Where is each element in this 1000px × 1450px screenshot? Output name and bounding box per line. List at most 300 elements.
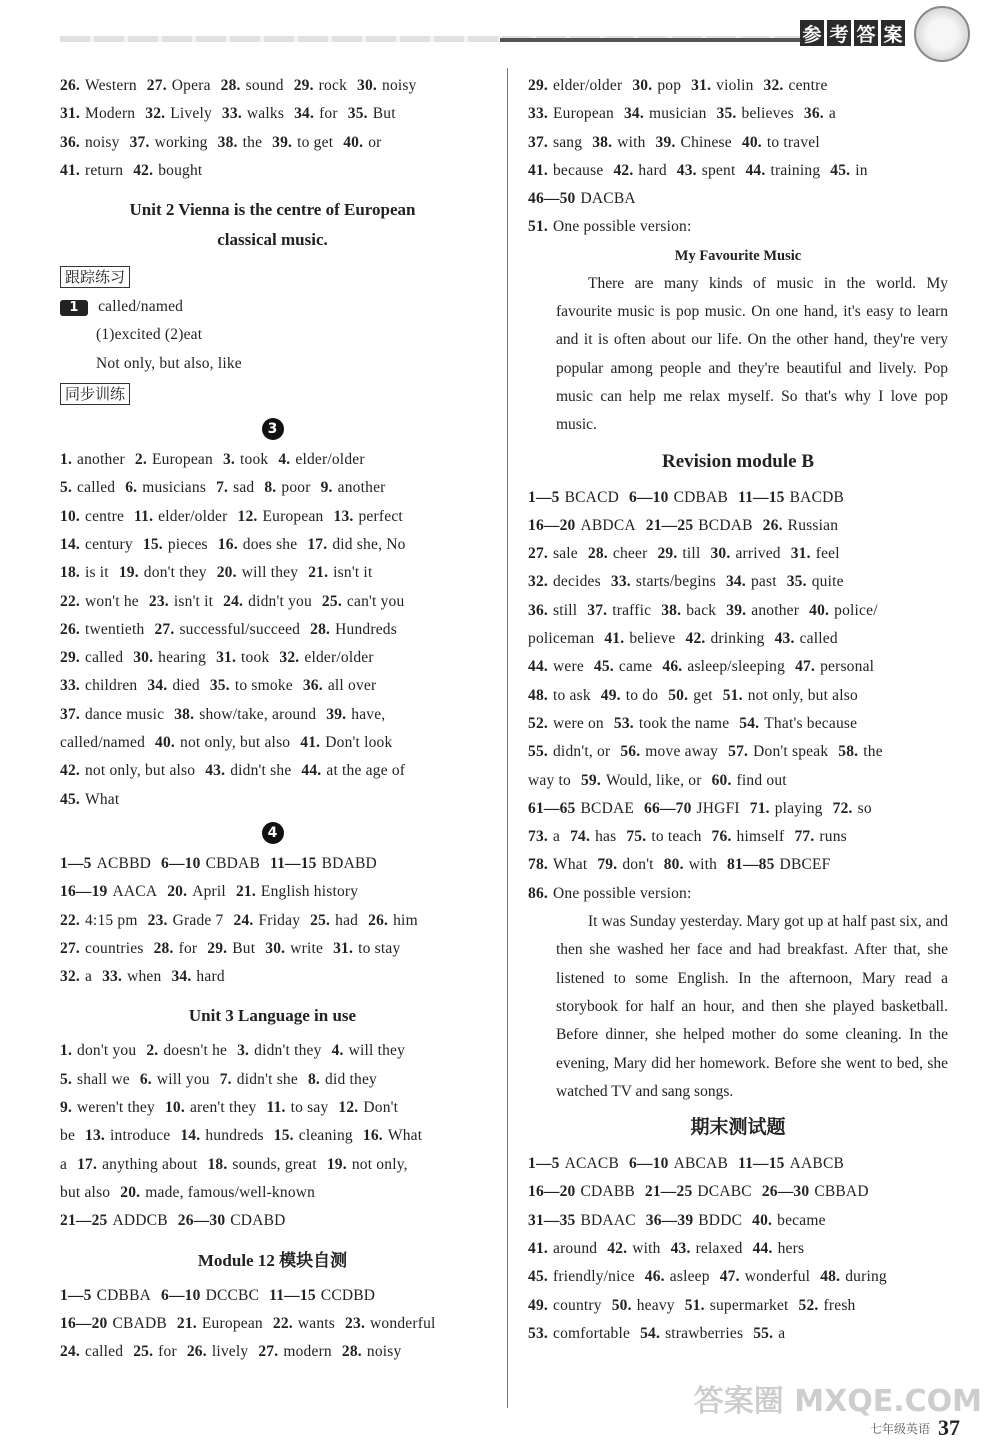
- answer-text: not only, but also: [747, 686, 858, 704]
- header-badge: [800, 18, 905, 48]
- answer-text: hard: [196, 968, 225, 986]
- answer-text: will they: [241, 564, 299, 582]
- answer-text: were: [552, 658, 584, 676]
- answer-text: at the age of: [326, 762, 406, 780]
- answer-text: BDAAC: [580, 1211, 636, 1229]
- answer-text: Don't: [363, 1099, 399, 1117]
- answer-number: 30.: [133, 649, 154, 667]
- answer-line: [528, 512, 948, 540]
- answer-number: 24.: [223, 592, 244, 610]
- answer-text: Don't look: [325, 734, 393, 752]
- answer-text: for: [319, 105, 338, 123]
- answer-text: sounds, great: [232, 1155, 317, 1173]
- answer-text: JHGFI: [696, 799, 740, 817]
- answer-line: [60, 531, 485, 559]
- answer-number: 36.: [803, 105, 824, 123]
- answer-number: 46.: [662, 658, 683, 676]
- unit2-title: [60, 195, 485, 255]
- answer-line: [528, 129, 948, 157]
- answer-text: CDBAB: [673, 488, 728, 506]
- answer-number: 6—10: [161, 854, 201, 872]
- answer-number: 12.: [237, 507, 258, 525]
- answer-text: heavy: [636, 1296, 675, 1314]
- answer-text: to travel: [766, 133, 820, 151]
- answer-number: 31.: [691, 77, 712, 94]
- answer-number: 31.: [216, 649, 237, 667]
- answer-number: 22.: [60, 592, 80, 610]
- answer-number: 42.: [60, 762, 80, 780]
- answer-number: 52.: [528, 714, 548, 732]
- answer-text: Don't speak: [753, 743, 829, 761]
- answer-number: 16—20: [528, 516, 576, 534]
- answer-number: 37.: [528, 133, 548, 151]
- answer-number: 36.: [302, 677, 323, 695]
- answer-number: 37.: [129, 133, 150, 151]
- answer-number: 39.: [726, 601, 747, 619]
- answer-line: [528, 851, 948, 879]
- answer-text: for: [158, 1343, 177, 1361]
- answer-number: 28.: [153, 939, 174, 957]
- answer-number: 19.: [118, 564, 139, 582]
- answer-number: 51.: [684, 1296, 705, 1314]
- answer-text: won't he: [84, 592, 139, 610]
- answer-text: BACDB: [789, 488, 845, 506]
- answer-text: CBDAB: [205, 854, 260, 872]
- answer-number: 4.: [331, 1042, 344, 1060]
- item-number-badge: 1: [60, 300, 88, 316]
- answer-text: pieces: [167, 535, 208, 553]
- answer-text: Hundreds: [335, 620, 397, 638]
- answer-text: century: [84, 535, 133, 553]
- answer-text: rock: [318, 77, 348, 94]
- answer-number: 27.: [154, 620, 175, 638]
- answer-text: working: [154, 133, 208, 151]
- answer-number: 1—5: [528, 488, 560, 506]
- answer-number: 47.: [719, 1268, 740, 1286]
- answer-text: for: [178, 939, 198, 957]
- answer-line: [528, 484, 948, 512]
- answer-text: doesn't he: [163, 1042, 228, 1060]
- answer-number: 20.: [167, 883, 188, 901]
- answer-line: [528, 710, 948, 738]
- answer-text: around: [552, 1239, 598, 1257]
- answer-number: 10.: [164, 1099, 185, 1117]
- answer-number: 6.: [139, 1070, 152, 1088]
- answer-text: so: [857, 799, 872, 817]
- module12-title: Module 12 模块自测: [197, 1250, 348, 1270]
- answer-text: came: [618, 658, 653, 676]
- answer-number: 32.: [145, 105, 166, 123]
- answer-number: 30.: [710, 545, 731, 563]
- answer-number: 32.: [60, 968, 80, 986]
- answer-number: 29.: [293, 77, 314, 94]
- answer-number: 35.: [716, 105, 737, 123]
- answer-number: 86.: [528, 884, 548, 902]
- answer-number: 24.: [233, 911, 254, 929]
- answer-number: 26.: [60, 620, 80, 638]
- answer-number: 6—10: [629, 1155, 669, 1173]
- unit3-title: Unit 3 Language in use: [188, 1006, 357, 1026]
- answer-text: modern: [283, 1343, 332, 1361]
- answer-text: That's because: [764, 714, 858, 732]
- answer-line: [60, 935, 485, 963]
- answer-number: 20.: [216, 564, 237, 582]
- essay1-title: My Favourite Music: [674, 247, 802, 264]
- answer-text: shall we: [77, 1070, 130, 1088]
- answer-text: a: [828, 105, 836, 123]
- answer-number: 28.: [341, 1343, 362, 1361]
- answer-line: [528, 72, 948, 100]
- answer-text: not only, but also: [84, 762, 196, 780]
- header-rule: [500, 38, 800, 42]
- answer-text: sad: [233, 479, 255, 497]
- answer-text: BDABD: [321, 854, 377, 872]
- answer-text: back: [686, 601, 717, 619]
- answer-text: feel: [815, 545, 840, 563]
- answer-line: [528, 568, 948, 596]
- answer-text: musician: [648, 105, 707, 123]
- answer-text: elder/older: [295, 451, 365, 469]
- answer-number: 27.: [146, 77, 167, 94]
- answer-text: CDABB: [580, 1183, 635, 1201]
- answer-number: 38.: [217, 133, 238, 151]
- answer-number: 45.: [593, 658, 614, 676]
- answer-number: 13.: [85, 1127, 106, 1145]
- answer-number: 27.: [60, 939, 80, 957]
- answer-number: 41.: [300, 734, 321, 752]
- watermark-logo: 答案圈 MXQE.COM: [693, 1384, 982, 1419]
- answer-text: training: [770, 161, 821, 179]
- answer-number: 51.: [528, 218, 548, 236]
- answer-text: Russian: [787, 516, 839, 534]
- answer-number: 81—85: [727, 856, 775, 874]
- answer-number: 16.: [217, 535, 238, 553]
- answer-number: 22.: [272, 1314, 293, 1332]
- answer-text: don't they: [143, 564, 207, 582]
- answer-number: 73.: [528, 828, 548, 846]
- final-test-title: 期末测试题: [690, 1117, 786, 1139]
- answer-number: 21—25: [644, 1183, 693, 1201]
- answer-number: 9.: [60, 1099, 73, 1117]
- answer-number: 3.: [222, 451, 235, 469]
- answer-text: with: [617, 133, 646, 151]
- answer-text: centre: [788, 77, 828, 94]
- answer-number: 32.: [763, 77, 784, 94]
- answer-text: past: [750, 573, 777, 591]
- answer-number: 79.: [597, 856, 618, 874]
- answer-text: didn't she: [236, 1070, 298, 1088]
- answer-text: Grade 7: [172, 911, 224, 929]
- answer-text: aren't they: [189, 1099, 257, 1117]
- answer-text: does she: [242, 535, 298, 553]
- answer-number: 26.: [186, 1343, 207, 1361]
- answer-text: will you: [156, 1070, 210, 1088]
- answer-text: lively: [211, 1343, 249, 1361]
- answer-number: 33.: [221, 105, 242, 123]
- answer-number: 40.: [752, 1211, 773, 1229]
- answer-number: 39.: [655, 133, 676, 151]
- answer-number: 1.: [60, 1042, 73, 1060]
- answer-text: to do: [625, 686, 659, 704]
- answer-text: twentieth: [84, 620, 145, 638]
- answer-text: 4:15 pm: [84, 911, 138, 929]
- answer-text: musicians: [142, 479, 207, 497]
- answer-line: [60, 1066, 485, 1094]
- revision-b-answers: [528, 484, 948, 908]
- answer-line: [60, 157, 485, 185]
- answer-text: get: [693, 686, 713, 704]
- answer-number: 53.: [613, 714, 634, 732]
- answer-text: the: [242, 133, 263, 151]
- answer-number: 38.: [592, 133, 613, 151]
- answer-number: 25.: [133, 1343, 154, 1361]
- answer-line: [60, 757, 485, 785]
- answer-number: 11—15: [269, 854, 317, 872]
- answer-number: 4.: [278, 451, 291, 469]
- answer-text: but also: [60, 1183, 111, 1201]
- answer-number: 24.: [60, 1343, 80, 1361]
- answer-line: [528, 185, 948, 213]
- answer-text: called: [84, 649, 124, 667]
- answer-number: 53.: [528, 1324, 548, 1342]
- answer-number: 21.: [308, 564, 329, 582]
- answer-number: 36.: [528, 601, 548, 619]
- answer-line: [60, 1207, 485, 1235]
- answer-text: elder/older: [158, 507, 228, 525]
- answer-text: playing: [774, 799, 823, 817]
- answer-text: to stay: [358, 939, 401, 957]
- answer-number: 45.: [830, 161, 851, 179]
- answer-number: 26—30: [761, 1183, 810, 1201]
- answer-number: 42.: [133, 161, 154, 179]
- answer-number: 41.: [528, 1239, 548, 1257]
- answer-text: asleep: [669, 1268, 710, 1286]
- answer-text: country: [552, 1296, 602, 1314]
- answer-number: 1—5: [60, 1286, 92, 1304]
- answer-number: 16—19: [60, 883, 108, 901]
- answer-number: 56.: [620, 743, 641, 761]
- answer-line: [528, 1263, 948, 1291]
- answer-text: CCDBD: [320, 1286, 376, 1304]
- answer-line: [60, 878, 485, 906]
- answer-text: became: [777, 1211, 826, 1229]
- answer-text: But: [232, 939, 256, 957]
- answer-text: European: [151, 451, 213, 469]
- answer-text: have,: [351, 705, 386, 723]
- answer-text: April: [192, 883, 226, 901]
- answer-text: with: [632, 1239, 661, 1257]
- answer-line: [528, 795, 948, 823]
- answer-text: is it: [84, 564, 109, 582]
- answer-line: [528, 1235, 948, 1263]
- answer-number: 60.: [711, 771, 732, 789]
- answer-text: What: [552, 856, 588, 874]
- answer-line: [60, 588, 485, 616]
- answer-number: 14.: [180, 1127, 201, 1145]
- answer-number: 72.: [832, 799, 853, 817]
- answer-number: 31—35: [528, 1211, 576, 1229]
- answer-line: [528, 100, 948, 128]
- answer-text: to teach: [651, 828, 702, 846]
- answer-number: 7.: [216, 479, 229, 497]
- revision-b-title: Revision module B: [661, 450, 815, 472]
- track-item-1: [60, 293, 485, 321]
- answer-number: 42.: [685, 630, 706, 648]
- answer-number: 40.: [741, 133, 762, 151]
- answer-text: cheer: [612, 545, 648, 563]
- answer-text: to ask: [552, 686, 591, 704]
- answer-line: [60, 474, 485, 502]
- answer-number: 41.: [604, 630, 625, 648]
- track-item-1-text: called/named: [98, 298, 184, 316]
- answer-line: [60, 129, 485, 157]
- answer-text: called/named: [60, 734, 146, 752]
- answer-text: poor: [281, 479, 311, 497]
- answer-text: move away: [645, 743, 719, 761]
- answer-number: 32.: [279, 649, 300, 667]
- answer-text: BCDAE: [580, 799, 635, 817]
- answer-text: comfortable: [552, 1324, 631, 1342]
- answer-number: 11.: [134, 507, 154, 525]
- answer-text: called: [84, 1343, 124, 1361]
- answer-number: 29.: [60, 649, 80, 667]
- answer-number: 26.: [368, 911, 389, 929]
- answer-text: to get: [297, 133, 334, 151]
- answer-number: 74.: [570, 828, 591, 846]
- answer-text: ADDCB: [112, 1212, 168, 1230]
- answer-number: 46.: [644, 1268, 665, 1286]
- answer-text: isn't it: [333, 564, 373, 582]
- answer-number: 5.: [60, 479, 73, 497]
- answer-number: 25.: [321, 592, 342, 610]
- answer-line: [528, 682, 948, 710]
- answer-text: strawberries: [665, 1324, 744, 1342]
- answer-number: 15.: [273, 1127, 294, 1145]
- answer-number: 33.: [60, 677, 80, 695]
- answer-number: 55.: [753, 1324, 774, 1342]
- answer-number: 46—50: [528, 190, 576, 208]
- answer-text: fresh: [823, 1296, 856, 1314]
- answer-number: 41.: [528, 161, 548, 179]
- answer-number: 48.: [820, 1268, 841, 1286]
- answer-text: a: [778, 1324, 786, 1342]
- final-test-answers: [528, 1150, 948, 1348]
- answer-text: elder/older: [304, 649, 374, 667]
- answer-text: isn't it: [173, 592, 214, 610]
- answer-text: BDDC: [698, 1211, 743, 1229]
- answer-text: DACBA: [580, 190, 636, 208]
- answer-number: 17.: [307, 535, 328, 553]
- answer-line: [60, 559, 485, 587]
- answer-number: 5.: [60, 1070, 73, 1088]
- answer-text: centre: [84, 507, 125, 525]
- answer-number: 59.: [580, 771, 601, 789]
- answer-text: show/take, around: [199, 705, 317, 723]
- answer-number: 77.: [794, 828, 815, 846]
- answer-text: will they: [348, 1042, 406, 1060]
- answer-text: traffic: [612, 601, 652, 619]
- track-item-3: Not only, but also, like: [96, 354, 242, 372]
- answer-text: European: [201, 1314, 263, 1332]
- answer-text: starts/begins: [635, 573, 716, 591]
- section-3-answers: [60, 446, 485, 814]
- answer-text: died: [172, 677, 200, 695]
- answer-line: [60, 701, 485, 729]
- answer-text: walks: [246, 105, 285, 123]
- answer-number: 27.: [258, 1343, 279, 1361]
- answer-number: 39.: [272, 133, 293, 151]
- answer-text: believe: [629, 630, 676, 648]
- answer-text: him: [393, 911, 418, 929]
- answer-text: CDBBA: [96, 1286, 152, 1304]
- answer-line: [60, 503, 485, 531]
- answer-text: ACACB: [564, 1155, 620, 1173]
- answer-text: can't you: [346, 592, 405, 610]
- answer-text: write: [290, 939, 324, 957]
- column-divider: [507, 68, 508, 1408]
- answer-line: [528, 1320, 948, 1348]
- answer-text: Western: [84, 77, 137, 94]
- answer-text: pop: [657, 77, 682, 94]
- answer-number: 1.: [60, 451, 73, 469]
- answer-number: 40.: [343, 133, 364, 151]
- answer-number: 80.: [663, 856, 684, 874]
- answer-line: [528, 1178, 948, 1206]
- answer-text: But: [372, 105, 396, 123]
- left-top-answers: [60, 72, 485, 185]
- badge-char: 考: [827, 20, 851, 46]
- answer-number: 32.: [528, 573, 548, 591]
- answer-number: 40.: [155, 734, 176, 752]
- answer-text: wants: [297, 1314, 336, 1332]
- answer-number: 19.: [326, 1155, 347, 1173]
- answer-number: 1—5: [528, 1155, 560, 1173]
- answer-text: What: [84, 790, 120, 808]
- answer-line: [60, 907, 485, 935]
- answer-line: [60, 1151, 485, 1179]
- answer-number: 35.: [347, 105, 368, 123]
- answer-text: elder/older: [552, 77, 623, 94]
- answer-number: 21—25: [60, 1212, 108, 1230]
- answer-number: 26.: [762, 516, 783, 534]
- answer-number: 16—20: [528, 1183, 576, 1201]
- answer-number: 33.: [610, 573, 631, 591]
- answer-number: 28.: [587, 545, 608, 563]
- answer-text: Lively: [170, 105, 212, 123]
- answer-number: 51.: [722, 686, 743, 704]
- section-4-answers: [60, 850, 485, 991]
- answer-text: with: [688, 856, 718, 874]
- answer-line: [60, 672, 485, 700]
- answer-text: in: [855, 161, 868, 179]
- answer-number: 25.: [310, 911, 331, 929]
- answer-text: believes: [741, 105, 794, 123]
- answer-text: don't you: [77, 1042, 137, 1060]
- answer-number: 20.: [120, 1183, 141, 1201]
- answer-text: European: [552, 105, 614, 123]
- answer-text: return: [84, 161, 124, 179]
- unit2-title-line1: Unit 2 Vienna is the centre of European: [129, 200, 416, 220]
- module12-answers: [60, 1282, 485, 1367]
- answer-text: when: [127, 968, 162, 986]
- answer-text: don't: [622, 856, 654, 874]
- answer-text: anything about: [102, 1155, 198, 1173]
- answer-text: violin: [716, 77, 754, 94]
- answer-text: called: [799, 630, 838, 648]
- answer-number: 52.: [798, 1296, 819, 1314]
- answer-text: police/: [834, 601, 878, 619]
- answer-number: 37.: [60, 705, 80, 723]
